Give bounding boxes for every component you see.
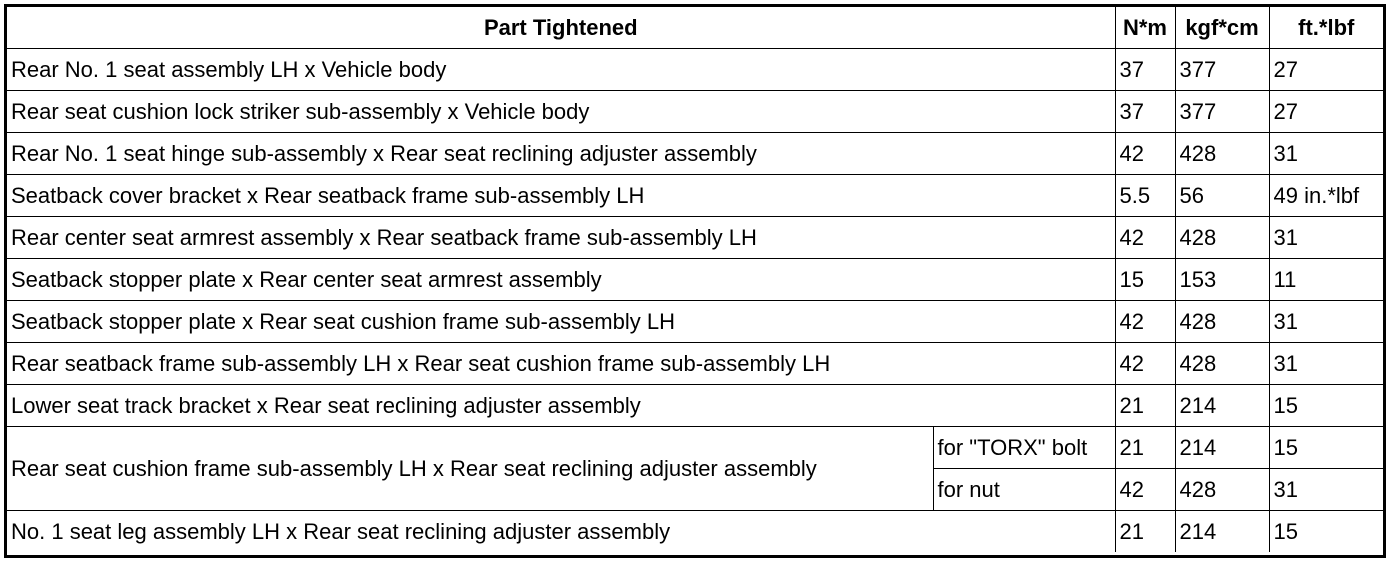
cell-part: Rear seat cushion lock striker sub-assembly x Vehicle body — [7, 91, 1115, 133]
cell-part: Rear center seat armrest assembly x Rear seatback frame sub-assembly LH — [7, 217, 1115, 259]
cell-fastener-type: for nut — [933, 469, 1115, 511]
cell-ft-lbf: 31 — [1269, 343, 1383, 385]
cell-nm: 21 — [1115, 511, 1175, 553]
table-header-row — [7, 7, 1383, 49]
cell-nm: 42 — [1115, 343, 1175, 385]
cell-ft-lbf: 27 — [1269, 49, 1383, 91]
cell-kgf-cm: 428 — [1175, 133, 1269, 175]
cell-ft-lbf: 31 — [1269, 217, 1383, 259]
cell-nm: 42 — [1115, 133, 1175, 175]
cell-part: Seatback stopper plate x Rear seat cushion frame sub-assembly LH — [7, 301, 1115, 343]
cell-nm: 37 — [1115, 91, 1175, 133]
cell-nm: 42 — [1115, 469, 1175, 511]
cell-kgf-cm: 214 — [1175, 427, 1269, 469]
cell-nm: 42 — [1115, 217, 1175, 259]
cell-ft-lbf: 15 — [1269, 385, 1383, 427]
cell-kgf-cm: 428 — [1175, 343, 1269, 385]
table-row — [7, 511, 1383, 553]
table-row — [7, 91, 1383, 133]
cell-nm: 21 — [1115, 427, 1175, 469]
torque-table — [7, 7, 1383, 552]
cell-part: Rear No. 1 seat assembly LH x Vehicle body — [7, 49, 1115, 91]
cell-ft-lbf: 15 — [1269, 427, 1383, 469]
table-row — [7, 49, 1383, 91]
header-ft-lbf: ft.*lbf — [1269, 7, 1383, 49]
header-kgf-cm: kgf*cm — [1175, 7, 1269, 49]
cell-kgf-cm: 377 — [1175, 49, 1269, 91]
cell-kgf-cm: 377 — [1175, 91, 1269, 133]
cell-nm: 42 — [1115, 301, 1175, 343]
header-part-tightened: Part Tightened — [7, 7, 1115, 49]
table-row — [7, 301, 1383, 343]
cell-kgf-cm: 153 — [1175, 259, 1269, 301]
cell-part: No. 1 seat leg assembly LH x Rear seat reclining adjuster assembly — [7, 511, 1115, 553]
cell-kgf-cm: 56 — [1175, 175, 1269, 217]
cell-ft-lbf: 31 — [1269, 133, 1383, 175]
cell-part: Lower seat track bracket x Rear seat reclining adjuster assembly — [7, 385, 1115, 427]
cell-ft-lbf: 27 — [1269, 91, 1383, 133]
table-row — [7, 175, 1383, 217]
cell-ft-lbf: 15 — [1269, 511, 1383, 553]
table-row — [7, 343, 1383, 385]
cell-nm: 21 — [1115, 385, 1175, 427]
cell-part: Rear seatback frame sub-assembly LH x Rear seat cushion frame sub-assembly LH — [7, 343, 1115, 385]
cell-fastener-type: for "TORX" bolt — [933, 427, 1115, 469]
cell-part: Seatback stopper plate x Rear center seat armrest assembly — [7, 259, 1115, 301]
table-row — [7, 217, 1383, 259]
cell-ft-lbf: 49 in.*lbf — [1269, 175, 1383, 217]
cell-kgf-cm: 214 — [1175, 385, 1269, 427]
header-nm: N*m — [1115, 7, 1175, 49]
cell-kgf-cm: 214 — [1175, 511, 1269, 553]
table-row — [7, 133, 1383, 175]
torque-specification-table — [4, 4, 1386, 558]
cell-part: Rear seat cushion frame sub-assembly LH x Rear seat reclining adjuster assembly — [7, 427, 933, 511]
cell-ft-lbf: 31 — [1269, 469, 1383, 511]
cell-ft-lbf: 11 — [1269, 259, 1383, 301]
table-row-split — [7, 427, 1383, 469]
cell-part: Seatback cover bracket x Rear seatback frame sub-assembly LH — [7, 175, 1115, 217]
cell-ft-lbf: 31 — [1269, 301, 1383, 343]
table-row — [7, 259, 1383, 301]
cell-kgf-cm: 428 — [1175, 469, 1269, 511]
cell-kgf-cm: 428 — [1175, 217, 1269, 259]
cell-kgf-cm: 428 — [1175, 301, 1269, 343]
cell-nm: 37 — [1115, 49, 1175, 91]
cell-part: Rear No. 1 seat hinge sub-assembly x Rear seat reclining adjuster assembly — [7, 133, 1115, 175]
cell-nm: 5.5 — [1115, 175, 1175, 217]
cell-nm: 15 — [1115, 259, 1175, 301]
table-row — [7, 385, 1383, 427]
